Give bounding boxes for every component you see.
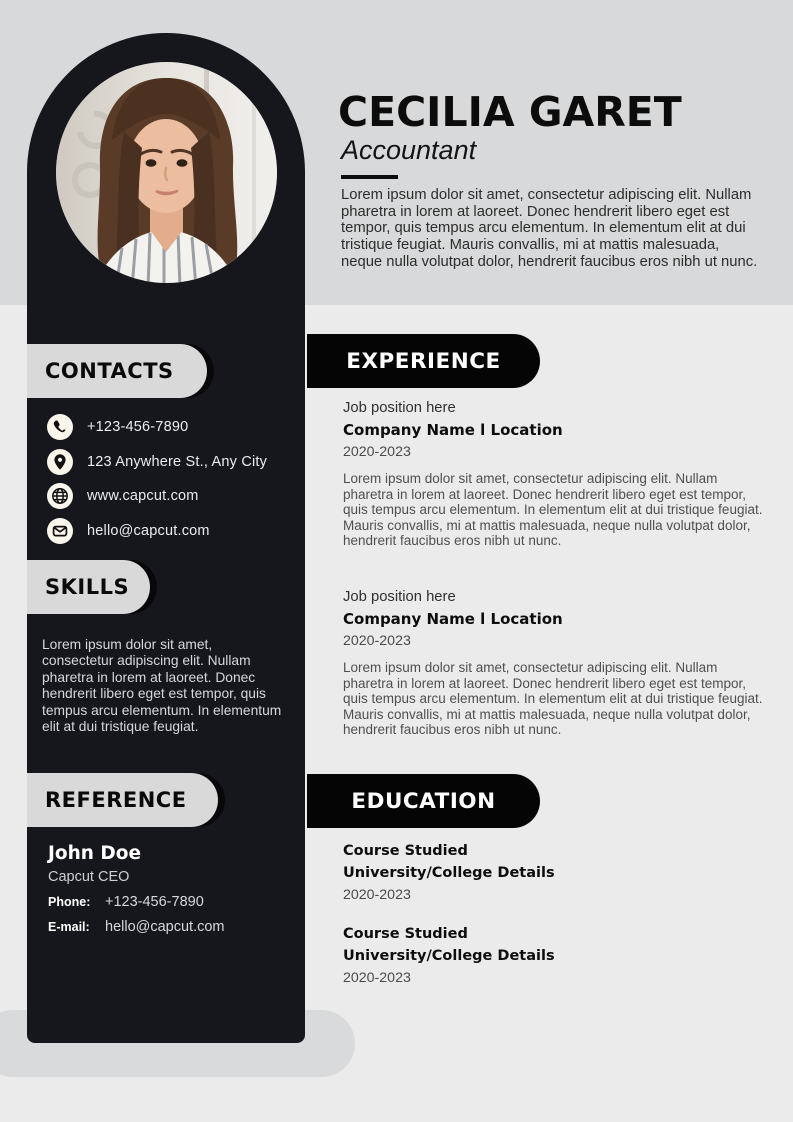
university-details: University/College Details [343,948,555,964]
reference-block [48,843,283,935]
contact-address: 123 Anywhere St., Any City [87,453,268,470]
experience-entry-2 [343,589,768,738]
portrait-illustration [56,62,277,283]
location-icon [47,449,73,475]
contact-phone: +123-456-7890 [87,419,189,436]
contact-row-address [47,445,292,480]
skills-text: Lorem ipsum dolor sit amet, consectetur adipiscing elit. Nullam pharetra in lorem at laoreet. Donec hendrerit libero eget est tempor, quis tempus arcu elementum. In elementum elit at dui tristique feugiat. [42,637,282,735]
profile-summary: Lorem ipsum dolor sit amet, consectetur adipiscing elit. Nullam pharetra in lorem at laoreet. Donec hendrerit libero eget est tempor, quis tempus arcu elementum. In elementum elit at dui tristique feugiat. Mauris convallis, mi at mattis malesuada, neque nulla volutpat dolor, hendrerit faucibus eros nibh ut nunc. [341,187,758,270]
company-name: Company Name l Location [343,610,563,628]
education-title: EDUCATION [351,788,496,814]
company-name: Company Name l Location [343,421,563,439]
phone-icon [47,414,73,440]
course-studied: Course Studied [343,926,468,942]
reference-phone-label: Phone: [48,895,91,909]
experience-title: EXPERIENCE [346,348,501,374]
job-position: Job position here [343,589,456,605]
contact-email: hello@capcut.com [87,522,210,539]
job-description: Lorem ipsum dolor sit amet, consectetur adipiscing elit. Nullam pharetra in lorem at laoreet. Donec hendrerit libero eget est tempor, quis tempus arcu elementum. In elementum elit at dui tristique feugiat. Mauris convallis, mi at mattis malesuada, neque nulla volutpat dolor, hendrerit faucibus eros nibh ut nunc. [343,471,763,548]
reference-role: Capcut CEO [48,869,130,885]
reference-phone-row [48,894,283,910]
experience-entry-1 [343,400,768,549]
contact-row-website [47,479,292,514]
skills-title: SKILLS [45,575,130,599]
education-dates: 2020-2023 [343,970,411,986]
contact-row-email [47,514,292,549]
email-icon [47,518,73,544]
reference-email-value: hello@capcut.com [105,919,225,935]
contact-list [47,410,292,548]
profile-photo [56,62,277,283]
job-position: Job position here [343,400,456,416]
reference-title: REFERENCE [45,788,187,812]
person-name: CECILIA GARET [338,88,682,136]
university-details: University/College Details [343,865,555,881]
person-job-title: Accountant [341,135,477,165]
education-entry-1 [343,843,768,903]
globe-icon [47,483,73,509]
reference-section-header [27,773,218,827]
education-entry-2 [343,926,768,986]
education-dates: 2020-2023 [343,887,411,903]
reference-email-label: E-mail: [48,920,90,934]
contacts-section-header [27,344,207,398]
contacts-title: CONTACTS [45,359,174,383]
reference-name: John Doe [48,843,141,864]
reference-phone-value: +123-456-7890 [105,894,204,910]
skills-section-header [27,560,150,614]
title-underline [341,175,398,179]
contact-row-phone [47,410,292,445]
job-dates: 2020-2023 [343,633,411,649]
job-dates: 2020-2023 [343,444,411,460]
experience-section-header [307,334,540,388]
reference-email-row [48,919,283,935]
job-description: Lorem ipsum dolor sit amet, consectetur adipiscing elit. Nullam pharetra in lorem at laoreet. Donec hendrerit libero eget est tempor, quis tempus arcu elementum. In elementum elit at dui tristique feugiat. Mauris convallis, mi at mattis malesuada, neque nulla volutpat dolor, hendrerit faucibus eros nibh ut nunc. [343,660,763,737]
contact-website: www.capcut.com [87,488,199,505]
course-studied: Course Studied [343,843,468,859]
education-section-header [307,774,540,828]
